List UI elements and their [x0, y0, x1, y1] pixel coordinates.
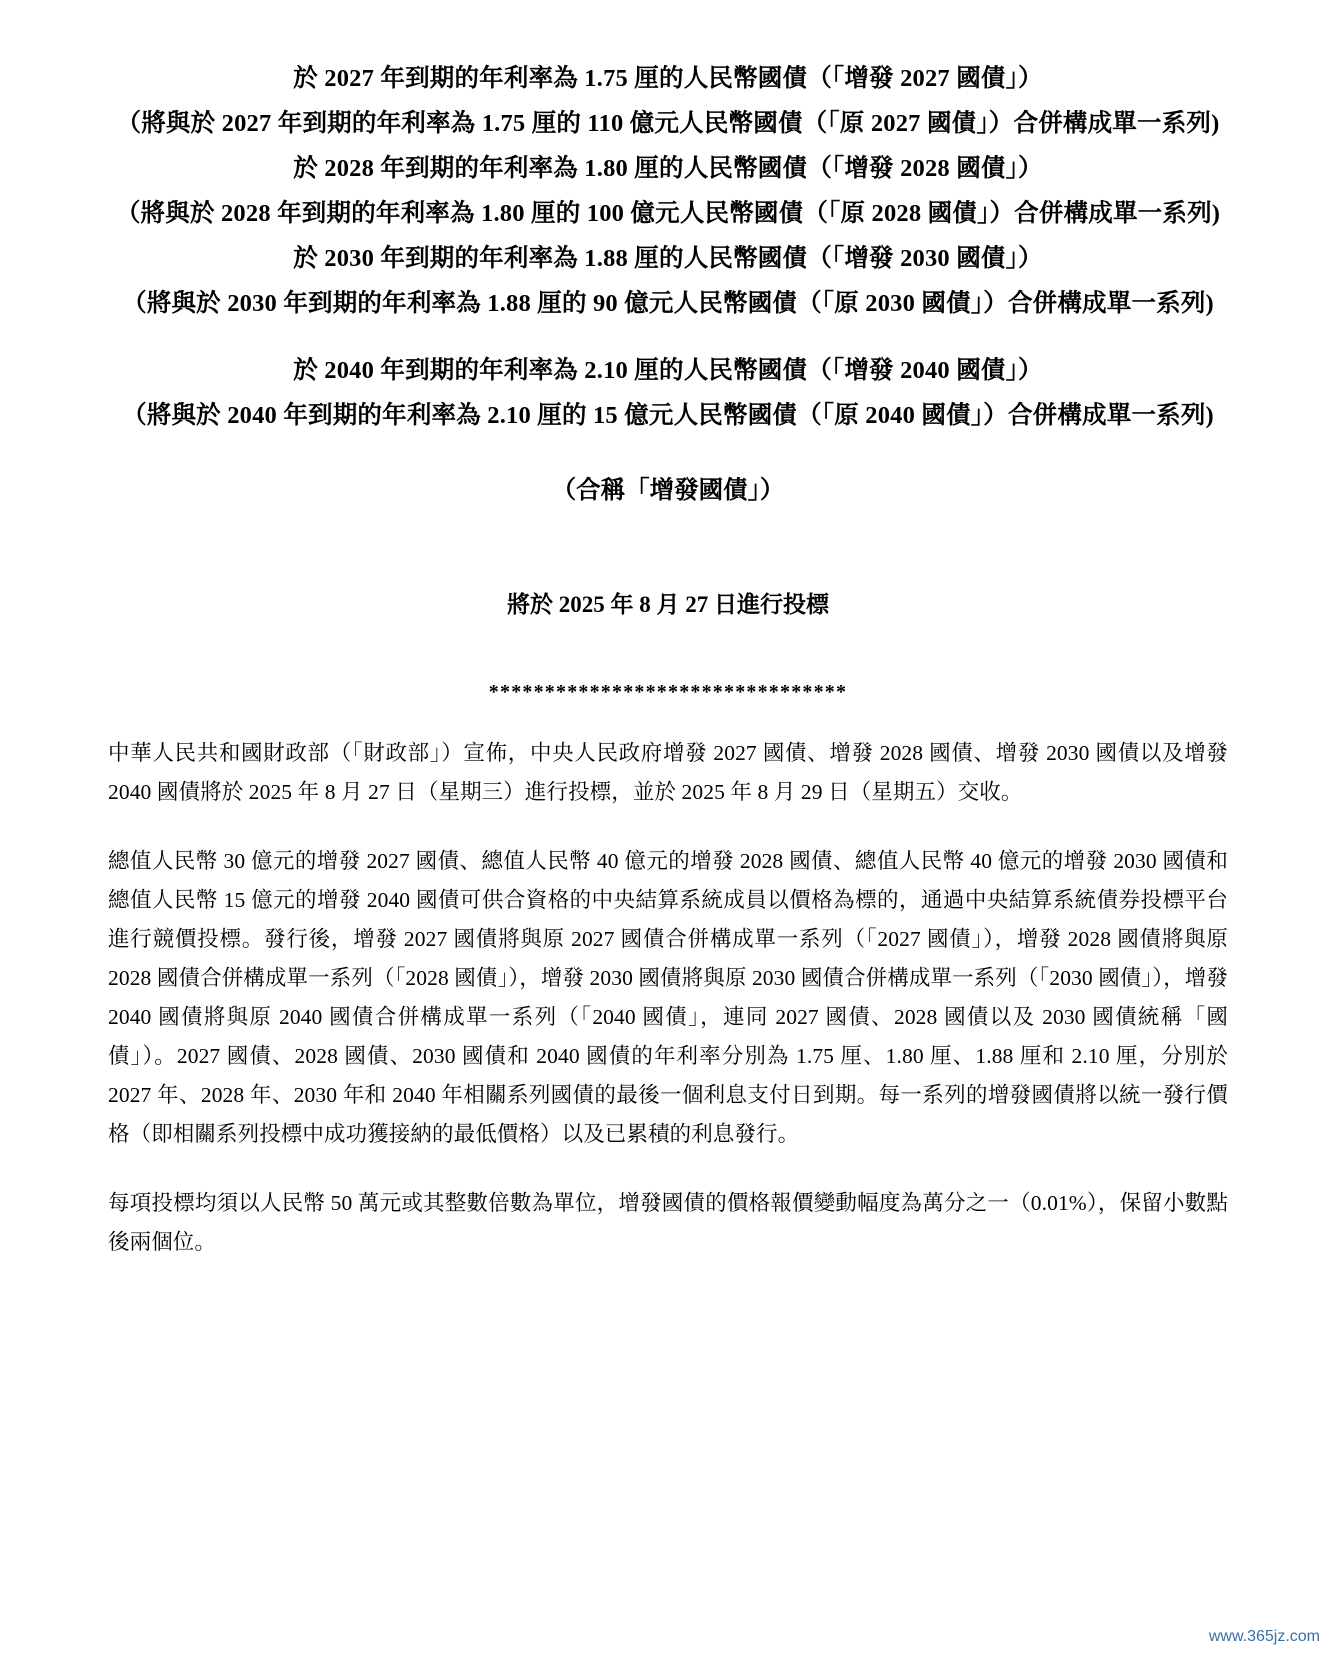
paragraph-bid-unit: 每項投標均須以人民幣 50 萬元或其整數倍數為單位，增發國債的價格報價變動幅度為萬分之一（0.01%），保留小數點後兩個位。: [108, 1191, 1228, 1254]
bond-heading-2040-line2: （將與於 2040 年到期的年利率為 2.10 厘的 15 億元人民幣國債（「原 2040 國債」）合併構成單一系列): [122, 402, 1214, 429]
bond-heading-2040-line1: 於 2040 年到期的年利率為 2.10 厘的人民幣國債（「增發 2040 國債」）: [293, 357, 1043, 384]
heading-spacer: [108, 326, 1228, 348]
bond-heading-2028-line1: 於 2028 年到期的年利率為 1.80 厘的人民幣國債（「增發 2028 國債」）: [293, 155, 1043, 182]
tender-date: 將於 2025 年 8 月 27 日進行投標: [507, 592, 829, 617]
bond-heading-2027-line1: 於 2027 年到期的年利率為 1.75 厘的人民幣國債（「增發 2027 國債」）: [293, 65, 1043, 92]
bond-heading-2028-line2: （將與於 2028 年到期的年利率為 1.80 厘的 100 億元人民幣國債（「原 2028 國債」）合併構成單一系列): [115, 200, 1221, 227]
collective-term: （合稱「增發國債」）: [551, 477, 785, 504]
section-separator: ********************************: [488, 681, 848, 703]
bond-heading-2030-line2: （將與於 2030 年到期的年利率為 1.88 厘的 90 億元人民幣國債（「原 2030 國債」）合併構成單一系列): [122, 290, 1214, 317]
watermark-url: www.365jz.com: [1208, 1628, 1320, 1645]
paragraph-issue-details: 總值人民幣 30 億元的增發 2027 國債、總值人民幣 40 億元的增發 2028 國債、總值人民幣 40 億元的增發 2030 國債和總值人民幣 15 億元的增發 2040 國債可供合資格的中央結算系統成員以價格為標的，通過中央結算系統債券投標平台進行競價投標。發行後，增發 2027 國債將與原 2027 國債合併構成單一系列（「2027 國債」），增發 2028 國債將與原 2028 國債合併構成單一系列（「2028 國債」），增發 2030 國債將與原 2030 國債合併構成單一系列（「2030 國債」），增發 2040 國債將與原 2040 國債合併構成單一系列（「2040 國債」，連同 2027 國債、2028 國債以及 2030 國債統稱「國債」）。2027 國債、2028 國債、2030 國債和 2040 國債的年利率分別為 1.75 厘、1.80 厘、1.88 厘和 2.10 厘，分別於 2027 年、2028 年、2030 年和 2040 年相關系列國債的最後一個利息支付日到期。每一系列的增發國債將以統一發行價格（即相關系列投標中成功獲接納的最低價格）以及已累積的利息發行。: [108, 849, 1228, 1146]
bond-headings: [108, 56, 1228, 704]
paragraph-announcement: 中華人民共和國財政部（「財政部」）宣佈，中央人民政府增發 2027 國債、增發 2028 國債、增發 2030 國債以及增發 2040 國債將於 2025 年 8 月 27 日（星期三）進行投標，並於 2025 年 8 月 29 日（星期五）交收。: [108, 741, 1228, 804]
bond-heading-2030-line1: 於 2030 年到期的年利率為 1.88 厘的人民幣國債（「增發 2030 國債」）: [293, 245, 1043, 272]
bond-heading-2027-line2: （將與於 2027 年到期的年利率為 1.75 厘的 110 億元人民幣國債（「原 2027 國債」）合併構成單一系列): [116, 110, 1220, 137]
